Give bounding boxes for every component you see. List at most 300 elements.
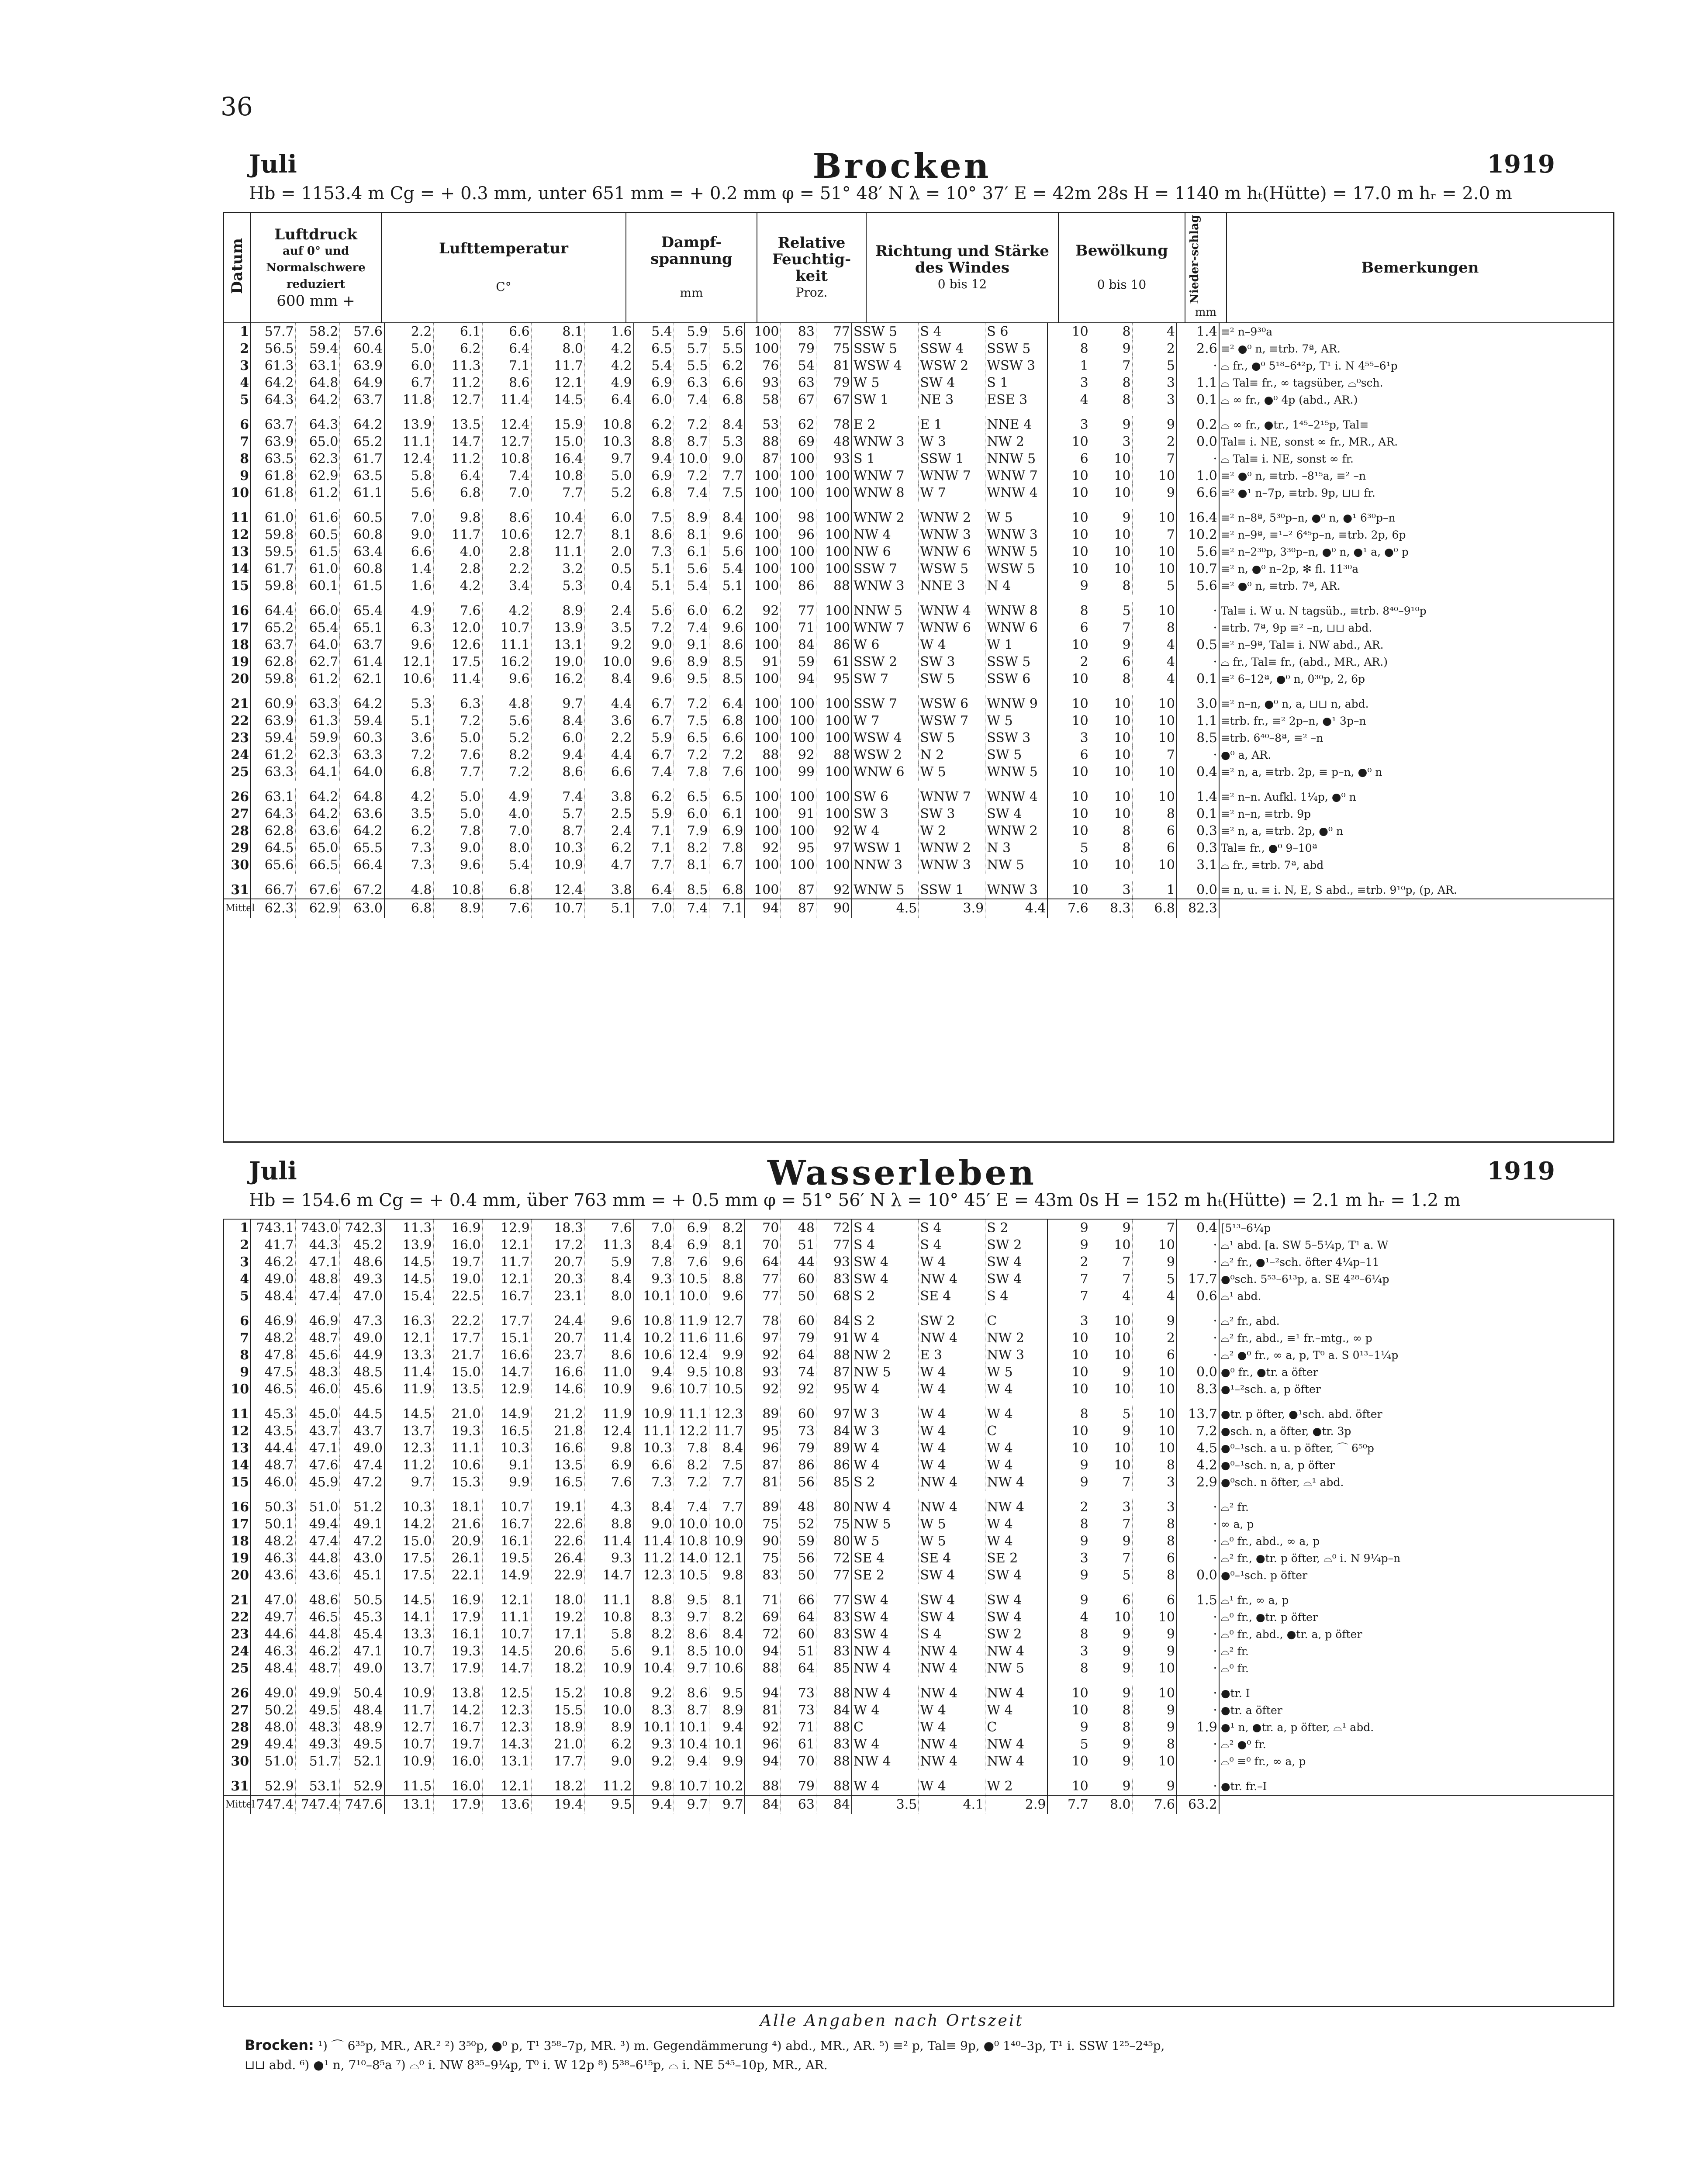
data-cell: W 4	[985, 1702, 1048, 1719]
data-cell: 11.2	[433, 374, 482, 391]
data-cell: S 4	[852, 1220, 919, 1237]
data-cell: 100	[745, 805, 781, 822]
data-cell: 10	[1047, 1702, 1090, 1719]
data-cell: ·	[1177, 1237, 1219, 1254]
data-cell: 60.5	[295, 526, 340, 543]
data-cell: 17.5	[433, 653, 482, 670]
data-cell: 76	[745, 357, 781, 374]
data-cell: 77	[816, 1237, 852, 1254]
data-cell: 8.2	[482, 746, 531, 764]
data-cell: 49.4	[295, 1516, 340, 1533]
data-cell: 10.8	[585, 416, 634, 433]
data-cell: 8.0	[531, 340, 584, 357]
data-cell: 47.2	[340, 1533, 384, 1550]
data-cell: 67.2	[340, 881, 384, 899]
data-cell: 19.0	[433, 1271, 482, 1288]
data-cell: W 4	[919, 1440, 985, 1457]
data-cell: 73	[781, 1685, 816, 1702]
data-cell: 10.1	[709, 1736, 745, 1753]
data-cell: 16.2	[531, 670, 584, 688]
data-cell: 46.2	[295, 1643, 340, 1660]
table-row	[224, 1254, 1613, 1271]
data-cell: 10.8	[585, 1609, 634, 1626]
remark-cell: ⌓² fr.	[1220, 1645, 1249, 1658]
data-cell: 7.8	[634, 1254, 674, 1271]
data-cell: 4.0	[433, 543, 482, 560]
remark-cell: ≡² ●¹ n–7p, ≡trb. 9p, ⊔⊔ fr.	[1220, 486, 1375, 499]
data-cell: 18.9	[531, 1719, 584, 1736]
data-cell: 5.2	[585, 484, 634, 501]
data-cell: W 3	[852, 1423, 919, 1440]
data-cell: 44.9	[340, 1347, 384, 1364]
data-cell: W 4	[919, 636, 985, 653]
data-cell: 64	[745, 1254, 781, 1271]
data-cell: 21.6	[433, 1516, 482, 1533]
data-cell: W 4	[985, 1381, 1048, 1398]
data-cell: 5.9	[585, 1254, 634, 1271]
data-cell: 11.1	[482, 636, 531, 653]
data-cell: SSW 1	[919, 450, 985, 467]
data-cell: 50.4	[340, 1685, 384, 1702]
data-cell: ·	[1177, 450, 1219, 467]
mittel-cell: 9.7	[674, 1795, 709, 1814]
data-cell: 13.5	[433, 1381, 482, 1398]
data-cell: 100	[781, 695, 816, 712]
data-cell: 20.7	[531, 1254, 584, 1271]
data-cell: 77	[816, 1592, 852, 1609]
data-cell: 100	[781, 450, 816, 467]
data-cell: 88	[745, 1778, 781, 1795]
data-cell: 100	[781, 729, 816, 746]
data-cell: 13.9	[384, 1237, 433, 1254]
table-row	[224, 1753, 1613, 1770]
data-cell: 81	[745, 1702, 781, 1719]
data-cell: 94	[745, 1643, 781, 1660]
data-cell: 64.3	[295, 416, 340, 433]
data-cell: 65.0	[295, 433, 340, 450]
data-cell: W 4	[919, 1778, 985, 1795]
data-cell: 22	[224, 1609, 251, 1626]
data-cell: 3	[1132, 1474, 1177, 1491]
data-cell: WNW 5	[985, 543, 1048, 560]
data-cell: 70	[745, 1220, 781, 1237]
data-cell: 13.5	[531, 1457, 584, 1474]
data-cell: 50.3	[251, 1499, 295, 1516]
data-cell: ·	[1177, 1778, 1219, 1795]
data-cell: 11.4	[482, 391, 531, 408]
data-cell: 60	[781, 1406, 816, 1423]
data-cell: 60.1	[295, 577, 340, 594]
wasserleben-station-name: Wasserleben	[767, 1153, 1037, 1193]
data-cell: 64.2	[340, 695, 384, 712]
data-cell: 92	[745, 1347, 781, 1364]
data-cell: 10.9	[585, 1381, 634, 1398]
data-cell: 8.4	[634, 1499, 674, 1516]
data-cell: NW 4	[852, 1499, 919, 1516]
data-cell: 7.3	[384, 840, 433, 857]
data-cell: NW 4	[919, 1271, 985, 1288]
mittel-cell: 8.0	[1090, 1795, 1132, 1814]
data-cell: 9.5	[674, 1364, 709, 1381]
data-cell: 8	[1132, 1516, 1177, 1533]
remark-cell: ●⁰ a, AR.	[1220, 748, 1272, 761]
data-cell: 90	[745, 1533, 781, 1550]
remark-cell: ≡trb. 7ª, 9p ≡² –n, ⊔⊔ abd.	[1220, 621, 1372, 634]
data-cell: 63.7	[251, 416, 295, 433]
mittel-cell: 7.6	[1132, 1795, 1177, 1814]
data-cell: SSW 5	[852, 323, 919, 340]
data-cell: 26	[224, 1685, 251, 1702]
data-cell: 10.6	[634, 1347, 674, 1364]
data-cell: 7.2	[634, 619, 674, 636]
data-cell: 97	[816, 840, 852, 857]
data-cell: 14.5	[384, 1254, 433, 1271]
data-cell: N 2	[919, 746, 985, 764]
table-row	[224, 857, 1613, 874]
data-cell: 7	[1090, 619, 1132, 636]
data-cell: 93	[745, 1364, 781, 1381]
data-cell: 30	[224, 857, 251, 874]
data-cell: 18	[224, 636, 251, 653]
remark-cell: ≡² n, ●⁰ n–2p, ✻ fl. 11³⁰a	[1220, 562, 1359, 575]
data-cell: 7.6	[709, 764, 745, 781]
data-cell: 10.8	[531, 467, 584, 484]
data-cell: 5.0	[433, 788, 482, 805]
data-cell: 5.8	[585, 1626, 634, 1643]
data-cell: 81	[745, 1474, 781, 1491]
data-cell: 9	[1090, 1423, 1132, 1440]
data-cell: 6.8	[709, 712, 745, 729]
remark-cell: ●⁰ fr., ●tr. a öfter	[1220, 1366, 1318, 1379]
data-cell: WNW 3	[852, 433, 919, 450]
data-cell: 8.1	[709, 1237, 745, 1254]
data-cell: 3	[1090, 433, 1132, 450]
data-cell: 9.1	[674, 636, 709, 653]
data-cell: 17	[224, 1516, 251, 1533]
data-cell: 6.2	[634, 416, 674, 433]
data-cell: 8	[1047, 340, 1090, 357]
data-cell: 12.1	[709, 1550, 745, 1567]
data-cell: 4	[224, 1271, 251, 1288]
remark-cell: ∞ a, p	[1220, 1518, 1254, 1531]
data-cell: 9	[1132, 1313, 1177, 1330]
mittel-cell: 7.0	[634, 899, 674, 918]
data-cell: 88	[745, 433, 781, 450]
data-cell: 10.3	[585, 433, 634, 450]
data-cell: 12.9	[482, 1220, 531, 1237]
data-cell: 7.5	[674, 712, 709, 729]
data-cell: NW 4	[985, 1685, 1048, 1702]
data-cell: 9	[224, 467, 251, 484]
data-cell: 10	[1047, 484, 1090, 501]
data-cell: 88	[816, 1347, 852, 1364]
data-cell: 92	[816, 822, 852, 840]
data-cell: 12.1	[482, 1778, 531, 1795]
data-cell: 7.2	[1177, 1423, 1219, 1440]
data-cell: 91	[816, 1330, 852, 1347]
data-cell: SW 5	[985, 746, 1048, 764]
data-cell: 13.1	[531, 636, 584, 653]
data-cell: 25	[224, 1660, 251, 1677]
data-cell: 10.7	[482, 1499, 531, 1516]
data-cell: 10.2	[634, 1330, 674, 1347]
data-cell: 44.3	[295, 1237, 340, 1254]
data-cell: 8.8	[709, 1271, 745, 1288]
data-cell: 95	[816, 1381, 852, 1398]
data-cell: 0.1	[1177, 391, 1219, 408]
data-cell: 12	[224, 526, 251, 543]
data-cell: SSW 1	[919, 881, 985, 899]
data-cell: 72	[745, 1626, 781, 1643]
data-cell: WSW 2	[852, 746, 919, 764]
data-cell: 3	[1132, 374, 1177, 391]
data-cell: 7	[1090, 357, 1132, 374]
data-cell: 10	[1132, 509, 1177, 526]
data-cell: 92	[781, 746, 816, 764]
data-cell: 10	[1132, 1381, 1177, 1398]
data-cell: 95	[781, 840, 816, 857]
data-cell: 5.3	[384, 695, 433, 712]
data-cell: NW 4	[919, 1753, 985, 1770]
data-cell: 88	[816, 1778, 852, 1795]
data-cell: 100	[745, 857, 781, 874]
data-cell: 48.4	[340, 1702, 384, 1719]
data-cell: 4	[1132, 670, 1177, 688]
data-cell: ·	[1177, 746, 1219, 764]
data-cell: 83	[816, 1271, 852, 1288]
data-cell: 10	[1090, 746, 1132, 764]
data-cell: 56.5	[251, 340, 295, 357]
data-cell: 10	[1090, 1609, 1132, 1626]
data-cell: W 4	[985, 1457, 1048, 1474]
data-cell: 61.7	[340, 450, 384, 467]
data-cell: 58.2	[295, 323, 340, 340]
table-row	[224, 1381, 1613, 1398]
data-cell: 2	[224, 1237, 251, 1254]
table-row	[224, 1702, 1613, 1719]
data-cell: 4	[1132, 1288, 1177, 1305]
data-cell: 64	[781, 1347, 816, 1364]
data-cell: WNW 7	[852, 467, 919, 484]
data-cell: 66.4	[340, 857, 384, 874]
data-cell: 10	[1047, 433, 1090, 450]
data-cell: 11.2	[634, 1550, 674, 1567]
data-cell: 6.7	[634, 695, 674, 712]
footnote-label: Brocken:	[245, 2037, 314, 2053]
data-cell: 46.9	[295, 1313, 340, 1330]
data-cell: 7.7	[531, 484, 584, 501]
data-cell: 12.6	[433, 636, 482, 653]
data-cell: 59.8	[251, 577, 295, 594]
data-cell: 14.0	[674, 1550, 709, 1567]
table-row	[224, 1406, 1613, 1423]
brocken-data-table	[224, 323, 1613, 918]
data-cell: 6.1	[709, 805, 745, 822]
data-cell: 6.4	[482, 340, 531, 357]
data-cell: 2.9	[1177, 1474, 1219, 1491]
data-cell: 11.5	[384, 1778, 433, 1795]
data-cell: S 2	[852, 1313, 919, 1330]
data-cell: 6.5	[674, 788, 709, 805]
data-cell: 3.0	[1177, 695, 1219, 712]
data-cell: 46.0	[251, 1474, 295, 1491]
data-cell: ·	[1177, 1660, 1219, 1677]
data-cell: 22.2	[433, 1313, 482, 1330]
data-cell: 10.8	[634, 1313, 674, 1330]
data-cell: 11.1	[585, 1592, 634, 1609]
data-cell: 21	[224, 695, 251, 712]
data-cell: 17.7	[433, 1330, 482, 1347]
table-row	[224, 433, 1613, 450]
data-cell: 48.7	[251, 1457, 295, 1474]
data-cell: 60.5	[340, 509, 384, 526]
data-cell: 100	[781, 543, 816, 560]
data-cell: 47.0	[340, 1288, 384, 1305]
data-cell: 8.7	[531, 822, 584, 840]
data-cell: 10	[1090, 1381, 1132, 1398]
data-cell: 1	[224, 323, 251, 340]
data-cell: 1.9	[1177, 1719, 1219, 1736]
data-cell: 48	[781, 1499, 816, 1516]
data-cell: 48.7	[295, 1660, 340, 1677]
data-cell: 6.6	[585, 764, 634, 781]
data-cell: SW 2	[919, 1313, 985, 1330]
data-cell: 10.5	[709, 1381, 745, 1398]
remark-cell: ≡² 6–12ª, ●⁰ n, 0³⁰p, 2, 6p	[1220, 672, 1365, 685]
data-cell: 7.4	[634, 764, 674, 781]
data-cell: 7.1	[482, 357, 531, 374]
remark-cell: Tal≡ i. W u. N tagsüb., ≡trb. 8⁴⁰–9¹⁰p	[1220, 604, 1427, 617]
data-cell: 10	[1047, 1330, 1090, 1347]
data-cell: 48.3	[295, 1719, 340, 1736]
data-cell: 6.6	[384, 543, 433, 560]
data-cell: 7.7	[634, 857, 674, 874]
data-cell: 9	[1132, 1778, 1177, 1795]
table-row	[224, 1237, 1613, 1254]
data-cell: 77	[781, 602, 816, 619]
data-cell: 64.5	[251, 840, 295, 857]
data-cell: 18.2	[531, 1660, 584, 1677]
data-cell: 3	[224, 357, 251, 374]
data-cell: 100	[745, 712, 781, 729]
data-cell: C	[985, 1423, 1048, 1440]
data-cell: 47.3	[340, 1313, 384, 1330]
data-cell: 64.9	[340, 374, 384, 391]
data-cell: 46.3	[251, 1550, 295, 1567]
mittel-cell: 2.9	[985, 1795, 1048, 1814]
data-cell: 2	[1132, 1330, 1177, 1347]
data-cell: 5.1	[634, 560, 674, 577]
data-cell: 88	[745, 746, 781, 764]
data-cell: 9	[1090, 1364, 1132, 1381]
data-cell: 63.5	[340, 467, 384, 484]
data-cell: ·	[1177, 1330, 1219, 1347]
brocken-station-name: Brocken	[812, 146, 992, 186]
data-cell: 9.3	[634, 1736, 674, 1753]
table-row	[224, 543, 1613, 560]
data-cell: 8.8	[634, 1592, 674, 1609]
data-cell: 65.6	[251, 857, 295, 874]
data-cell: SE 2	[985, 1550, 1048, 1567]
remark-cell: ≡ n, u. ≡ i. N, E, S abd., ≡trb. 9¹⁰p, (p, AR.	[1220, 883, 1457, 896]
data-cell: NNW 3	[852, 857, 919, 874]
data-cell: 57.6	[340, 323, 384, 340]
data-cell: 86	[781, 577, 816, 594]
data-cell: 10.7	[482, 619, 531, 636]
mittel-cell: 747.4	[295, 1795, 340, 1814]
data-cell: 6.6	[634, 1457, 674, 1474]
data-cell: 10.0	[585, 1702, 634, 1719]
remark-cell: ⌓¹ abd. [a. SW 5–5¼p, T¹ a. W	[1220, 1239, 1389, 1251]
data-cell: 4.4	[585, 695, 634, 712]
data-cell: C	[852, 1719, 919, 1736]
data-cell: 88	[745, 1660, 781, 1677]
data-cell: 10	[1047, 857, 1090, 874]
table-row	[224, 1592, 1613, 1609]
data-cell: 48	[781, 1220, 816, 1237]
data-cell: 4.7	[585, 857, 634, 874]
data-cell: 13.9	[384, 416, 433, 433]
data-cell: 88	[816, 1719, 852, 1736]
data-cell: W 4	[919, 1423, 985, 1440]
data-cell: NW 4	[985, 1753, 1048, 1770]
data-cell: 60.9	[251, 695, 295, 712]
data-cell: 64.2	[340, 416, 384, 433]
data-cell: 87	[745, 450, 781, 467]
data-cell: 10.0	[674, 1288, 709, 1305]
data-cell: 84	[816, 1313, 852, 1330]
data-cell: 8	[1132, 619, 1177, 636]
data-cell: 0.0	[1177, 881, 1219, 899]
data-cell: 10.1	[634, 1719, 674, 1736]
data-cell: 10	[1047, 1685, 1090, 1702]
table-row	[224, 1609, 1613, 1626]
data-cell: 8	[1090, 391, 1132, 408]
data-cell: 11.7	[384, 1702, 433, 1719]
data-cell: 95	[816, 670, 852, 688]
data-cell: 100	[816, 805, 852, 822]
data-cell: 100	[781, 788, 816, 805]
data-cell: S 4	[919, 1220, 985, 1237]
data-cell: 8	[1132, 805, 1177, 822]
data-cell: NW 4	[852, 1685, 919, 1702]
data-cell: 5.3	[709, 433, 745, 450]
data-cell: NW 5	[852, 1364, 919, 1381]
data-cell: 20.7	[531, 1330, 584, 1347]
data-cell: 5.5	[709, 340, 745, 357]
data-cell: S 2	[852, 1474, 919, 1491]
data-cell: 49.0	[251, 1271, 295, 1288]
data-cell: 100	[816, 729, 852, 746]
data-cell: 100	[745, 822, 781, 840]
data-cell: 45.1	[340, 1567, 384, 1584]
data-cell: 8.2	[709, 1220, 745, 1237]
data-cell: 25	[224, 764, 251, 781]
data-cell: 47.6	[295, 1457, 340, 1474]
data-cell: 8	[1047, 1626, 1090, 1643]
data-cell: 15.1	[482, 1330, 531, 1347]
data-cell: 10.7	[674, 1381, 709, 1398]
data-cell: 11.1	[674, 1406, 709, 1423]
datum-header: Datum	[224, 213, 250, 322]
mittel-cell: 84	[816, 1795, 852, 1814]
data-cell: 18.0	[531, 1592, 584, 1609]
data-cell: 12.4	[384, 450, 433, 467]
data-cell: 9	[224, 1364, 251, 1381]
data-cell: 10	[1132, 543, 1177, 560]
data-cell: 19.3	[433, 1423, 482, 1440]
data-cell: 61.2	[295, 670, 340, 688]
